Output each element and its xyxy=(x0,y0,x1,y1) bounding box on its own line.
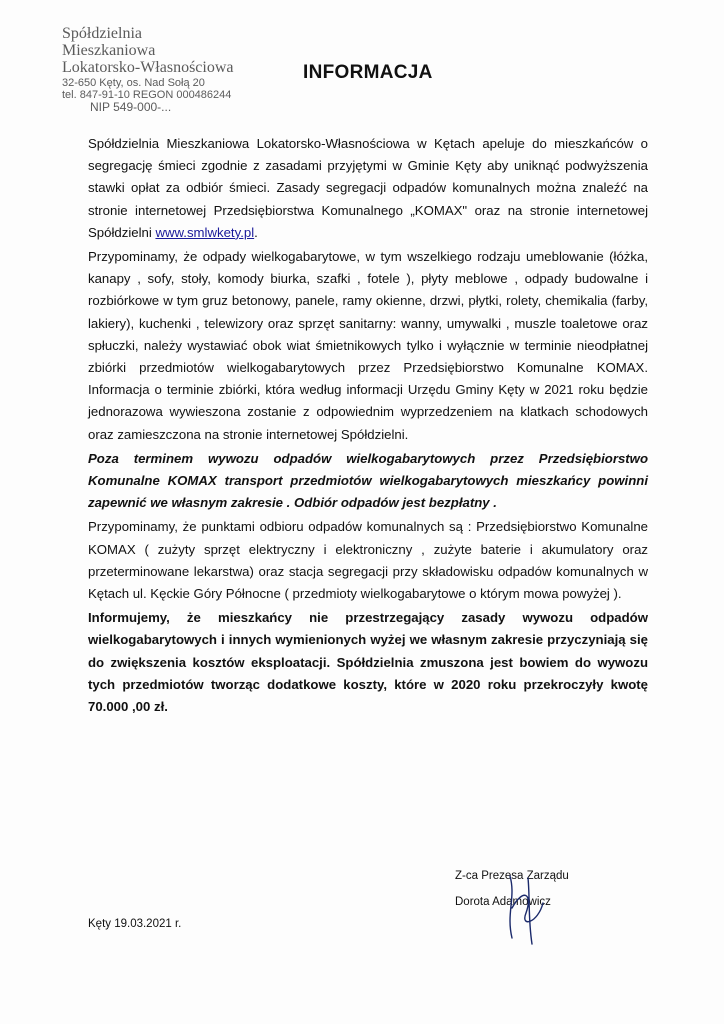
signature-role: Z-ca Prezesa Zarządu xyxy=(455,870,569,882)
signature-name: Dorota Adamowicz xyxy=(455,896,551,908)
stamp-line-3: 32-650 Kęty, os. Nad Sołą 20 xyxy=(62,77,205,90)
paragraph-1-end: . xyxy=(254,224,258,240)
website-link[interactable]: www.smlwkety.pl xyxy=(155,224,255,240)
paragraph-1 xyxy=(88,133,648,244)
document-title: INFORMACJA xyxy=(303,62,433,83)
handwritten-signature-mark xyxy=(498,868,558,948)
paragraph-5-bold: Informujemy, że mieszkańcy nie przestrzegający zasady wywozu odpadów wielkogabarytowych i innych wymienionych wyżej we własnym zakresie przyczyniają się do zwiększenia kosztów eksploatacji. Spółdzielnia zmuszona jest bowiem do wywozu tych przedmiotów tworząc dodatkowe koszty, które w 2020 roku przekroczyły kwotę 70.000 ,00 zł. xyxy=(88,610,648,715)
document-date: Kęty 19.03.2021 r. xyxy=(88,918,182,930)
paragraph-4: Przypominamy, że punktami odbioru odpadów komunalnych są : Przedsiębiorstwo Komunalne KOMAX ( zużyty sprzęt elektryczny i elektroniczny , zużyte baterie i akumulatory oraz przeterminowane lekarstwa) oraz stacja segregacji przy składowisku odpadów komunalnych w Kętach ul. Kęckie Góry Północne ( przedmioty wielkogabarytowe o którym mowa powyżej ). xyxy=(88,519,648,602)
paragraph-1-text: Spółdzielnia Mieszkaniowa Lokatorsko-Własnościowa w Kętach apeluje do mieszkańców o segregację śmieci zgodnie z zasadami przyjętymi w Gminie Kęty aby uniknąć podwyższenia stawki opłat za odbiór śmieci. Zasady segregacji odpadów komunalnych można znaleźć na stronie internetowej Przedsiębiorstwa Komunalnego „KOMAX" oraz na stronie internetowej Spółdzielni xyxy=(88,136,648,240)
organization-stamp xyxy=(62,26,237,114)
paragraph-3-emphasis: Poza terminem wywozu odpadów wielkogabarytowych przez Przedsiębiorstwo Komunalne KOMAX transport przedmiotów wielkogabarytowych mieszkańcy powinni zapewnić we własnym zakresie . Odbiór odpadów jest bezpłatny . xyxy=(88,450,648,511)
document-body xyxy=(88,133,648,718)
paragraph-2: Przypominamy, że odpady wielkogabarytowe, w tym wszelkiego rodzaju umeblowanie (łóżka, kanapy , sofy, stoły, komody biurka, szafki , fotele ), płyty meblowe , odpady budowalne i rozbiórkowe w tym gruz betonowy, panele, ramy okienne, drzwi, płytki, rolety, chemikalia (farby, lakiery), kuchenki , telewizory oraz sprzęt sanitarny: wanny, umywalki , muszle toaletowe oraz spłuczki, należy wystawiać obok wiat śmietnikowych tylko i wyłącznie w terminie nieodpłatnej zbiórki przedmiotów wielkogabarytowych przez Przedsiębiorstwo Komunalne KOMAX. Informacja o terminie zbiórki, która według informacji Urzędu Gminy Kęty w 2021 roku będzie jednorazowa wywieszona zostanie z odpowiednim wyprzedzeniem na klatkach schodowych oraz zamieszczona na stronie internetowej Spółdzielni. xyxy=(88,249,648,442)
stamp-line-1: Spółdzielnia Mieszkaniowa xyxy=(62,25,156,59)
stamp-line-4: tel. 847-91-10 REGON 000486244 xyxy=(62,88,232,101)
stamp-line-5: NIP 549-000-... xyxy=(90,100,172,115)
stamp-line-2: Lokatorsko-Własnościowa xyxy=(62,58,234,76)
